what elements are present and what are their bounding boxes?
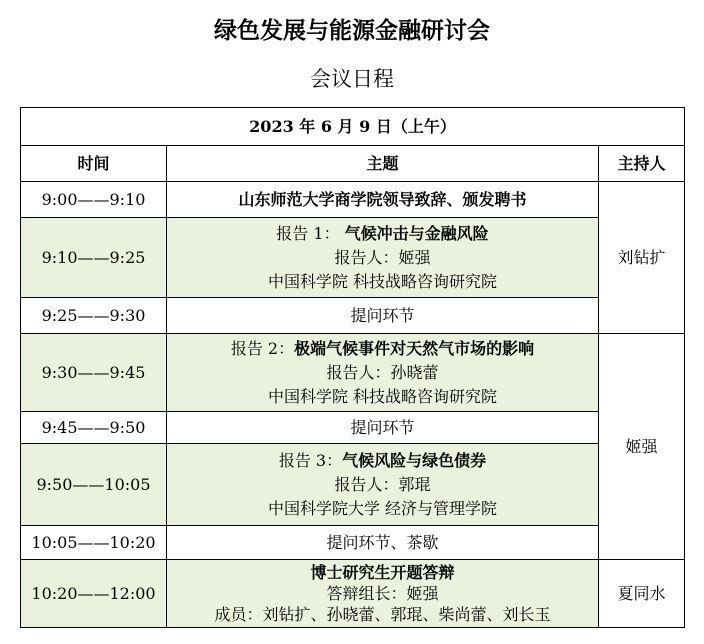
time-cell: 9:50——10:05 <box>21 444 167 526</box>
speaker-line: 报告人：姬强 <box>334 247 431 267</box>
table-row <box>21 560 685 628</box>
date-row <box>21 108 685 146</box>
header-row <box>21 146 685 182</box>
speaker-line: 报告人：孙晓蕾 <box>326 362 439 382</box>
affiliation-line: 中国科学院 科技战略咨询研究院 <box>267 271 498 291</box>
date-cell: 2023 年 6 月 9 日（上午） <box>21 108 685 146</box>
topic-cell <box>167 218 599 298</box>
table-row <box>21 526 685 560</box>
report-title: 极端气候事件对天然气市场的影响 <box>294 338 535 358</box>
report-heading <box>167 222 598 246</box>
report-heading <box>167 337 598 361</box>
topic-cell <box>167 334 599 412</box>
page-subtitle: 会议日程 <box>310 67 394 91</box>
host-cell: 姬强 <box>599 334 685 560</box>
topic-cell: 提问环节、茶歇 <box>167 526 599 560</box>
topic-cell <box>167 444 599 526</box>
report-prefix: 报告 2： <box>230 338 295 358</box>
column-header-time: 时间 <box>21 146 167 182</box>
members-line: 成员：刘钻扩、孙晓蕾、郭琨、柴尚蕾、刘长玉 <box>214 605 551 624</box>
time-cell: 10:20——12:00 <box>21 560 167 628</box>
topic-cell <box>167 560 599 628</box>
report-heading <box>167 449 598 473</box>
host-cell: 夏同水 <box>599 560 685 628</box>
topic-cell: 山东师范大学商学院领导致辞、颁发聘书 <box>167 182 599 218</box>
time-cell: 10:05——10:20 <box>21 526 167 560</box>
table-row <box>21 444 685 526</box>
table-row <box>21 182 685 218</box>
topic-cell: 提问环节 <box>167 298 599 334</box>
table-row <box>21 218 685 298</box>
column-header-host: 主持人 <box>599 146 685 182</box>
report-title: 气候风险与绿色债券 <box>342 450 487 470</box>
affiliation-line: 中国科学院 科技战略咨询研究院 <box>267 386 498 406</box>
column-header-topic: 主题 <box>167 146 599 182</box>
affiliation-line: 中国科学院大学 经济与管理学院 <box>267 498 498 518</box>
schedule-table <box>20 107 685 628</box>
time-cell: 9:10——9:25 <box>21 218 167 298</box>
speaker-line: 报告人：郭琨 <box>334 474 431 494</box>
page-title: 绿色发展与能源金融研讨会 <box>214 18 490 44</box>
session-title: 博士研究生开题答辩 <box>310 563 455 582</box>
report-title: 气候冲击与金融风险 <box>344 223 489 243</box>
topic-cell: 提问环节 <box>167 412 599 444</box>
table-row <box>21 334 685 412</box>
time-cell: 9:25——9:30 <box>21 298 167 334</box>
table-row <box>21 298 685 334</box>
report-prefix: 报告 1： <box>276 223 340 243</box>
time-cell: 9:45——9:50 <box>21 412 167 444</box>
report-prefix: 报告 3： <box>278 450 343 470</box>
table-row <box>21 412 685 444</box>
time-cell: 9:30——9:45 <box>21 334 167 412</box>
chair-line: 答辩组长：姬强 <box>326 584 439 603</box>
host-cell: 刘钻扩 <box>599 182 685 334</box>
time-cell: 9:00——9:10 <box>21 182 167 218</box>
